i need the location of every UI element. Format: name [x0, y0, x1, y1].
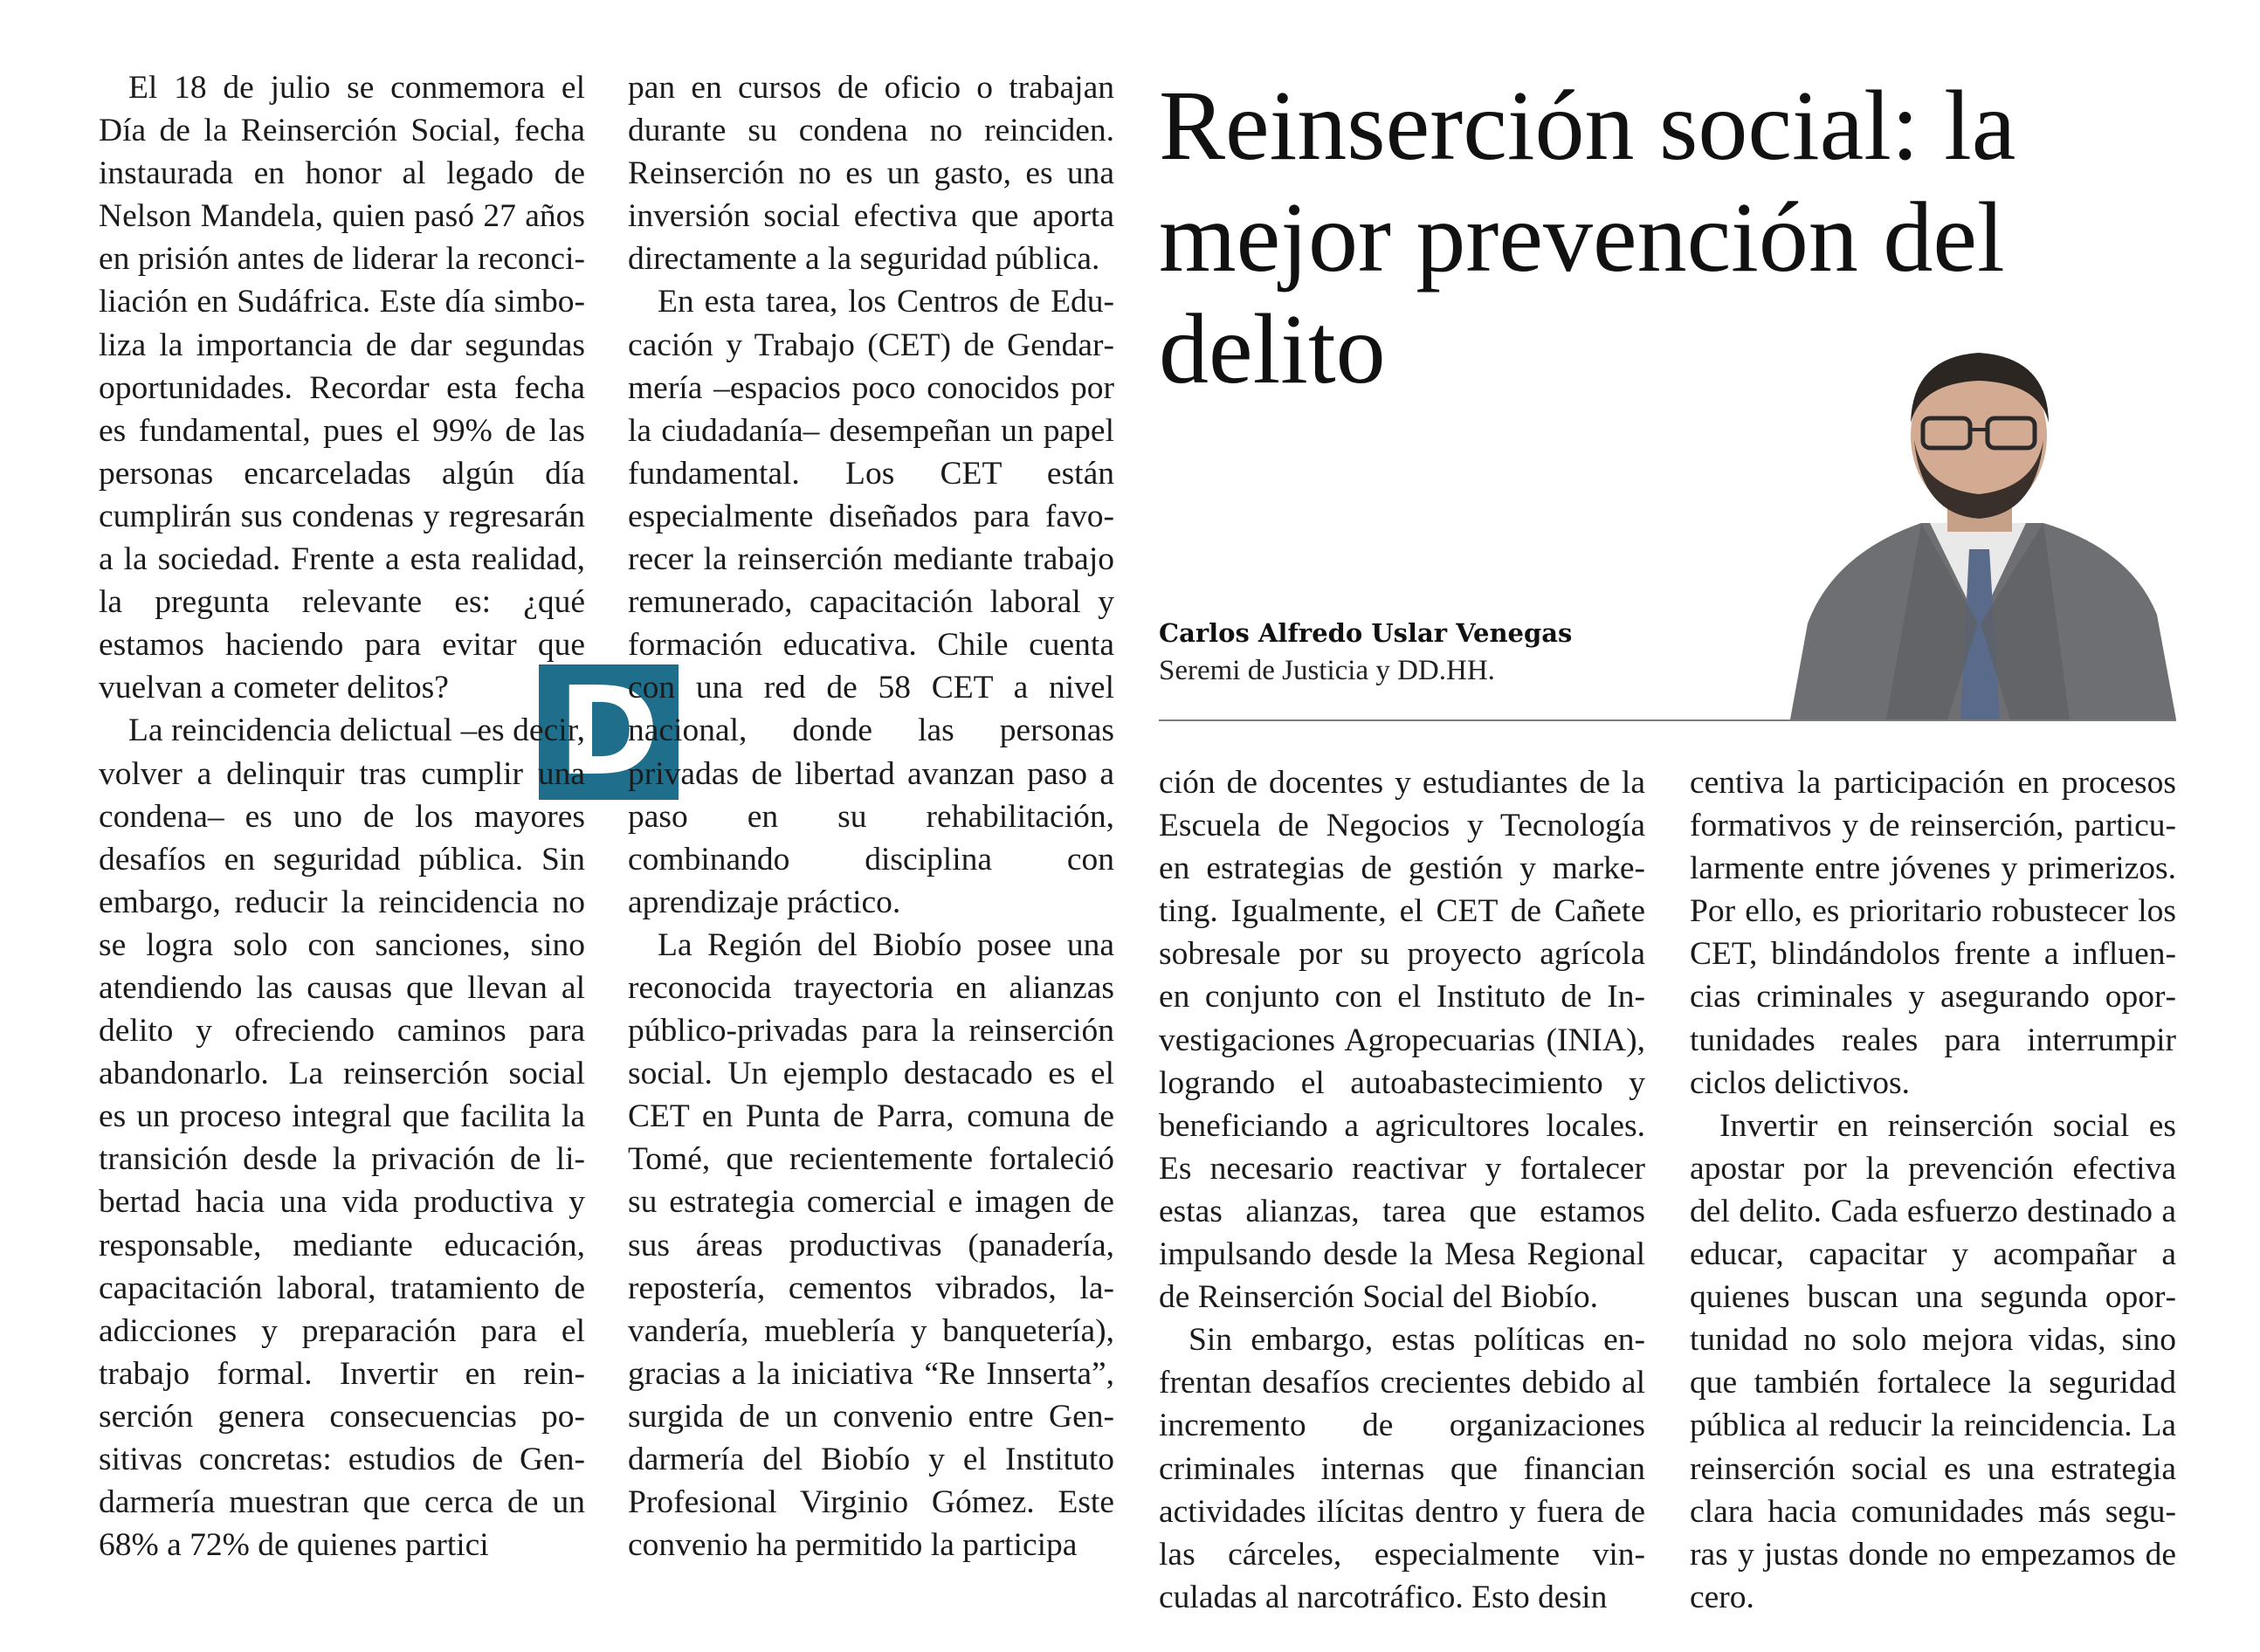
article-column-4 — [1690, 761, 2176, 1619]
paragraph: Invertir en reinserción social es apostar por la prevención efectiva del delito. Cada esfuerzo destinado a educar, capacitar y acompañar a quienes buscan una segunda oportunidad no solo mejora vidas, sino que también fortalece la seguridad pública al reducir la reincidencia. La reinserción social es una estrategia clara hacia comunidades más seguras y justas donde no empezamos de cero. — [1690, 1107, 2176, 1615]
article-headline: Reinserción social: la mejor prevención del delito — [1159, 70, 2016, 404]
header-divider — [1159, 719, 2176, 721]
paragraph: ción de docentes y estudiantes de la Escuela de Negocios y Tecnología en estrategias de gestión y marketing. Igualmente, el CET de Cañete sobresale por su proyecto agrícola en conjunto con el Instituto de Investigaciones Agropecuarias (INIA), logrando el autoabastecimiento y beneficiando a agricultores locales. Es necesario reactivar y fortalecer estas alianzas, tarea que estamos impulsando desde la Mesa Regional de Reinserción Social del Biobío. — [1159, 765, 1645, 1316]
paragraph: centiva la participación en procesos formativos y de reinserción, particularmente entre jóvenes y primerizos. Por ello, es prioritario robustecer los CET, blindándolos frente a influencias criminales y asegurando oportunidades reales para interrumpir ciclos delictivos. — [1690, 765, 2176, 1101]
paragraph: La reincidencia delictual –es decir, volver a delinquir tras cumplir una condena– es uno de los mayores desafíos en seguridad pública. Sin embargo, reducir la reincidencia no se logra solo con sanciones, sino atendiendo las causas que llevan al delito y ofreciendo caminos para abandonarlo. La reinserción social es un proceso integral que facilita la transición desde la privación de libertad hacia una vida productiva y responsable, mediante educación, capacitación laboral, tratamiento de adicciones y preparación para el trabajo formal. Invertir en reinserción genera consecuencias positivas concretas: estudios de Gendarmería muestran que cerca de un 68% a 72% de quienes partici — [99, 712, 585, 1564]
paragraph: pan en cursos de oficio o trabajan durante su condena no reinciden. Reinserción no es un gasto, es una inversión social efectiva que aporta directamente a la seguridad pública. — [628, 70, 1114, 278]
article-column-2 — [628, 66, 1114, 1566]
author-role: Seremi de Justicia y DD.HH. — [1159, 655, 1495, 686]
author-photo — [1781, 335, 2176, 719]
author-name: Carlos Alfredo Uslar Venegas — [1159, 618, 1573, 648]
paragraph: Sin embargo, estas políticas enfrentan desafíos crecientes debido al incremento de organizaciones criminales internas que financian actividades ilícitas dentro y fuera de las cárceles, especialmente vinculadas al narcotráfico. Esto desin — [1159, 1322, 1645, 1615]
article-column-1 — [99, 66, 585, 1566]
paragraph: El 18 de julio se conmemora el Día de la Reinserción Social, fecha instaurada en honor al legado de Nelson Mandela, quien pasó 27 años en prisión antes de liderar la reconciliación en Sudáfrica. Este día simboliza la importancia de dar segundas oportunidades. Recordar esta fecha es fundamental, pues el 99% de las personas encarceladas algún día cumplirán sus condenas y regresarán a la sociedad. Frente a esta realidad, la pregunta relevante es: ¿qué estamos haciendo para evitar que vuelvan a cometer delitos? — [99, 70, 585, 706]
paragraph: En esta tarea, los Centros de Educación y Trabajo (CET) de Gendarmería –espacios poco conocidos por la ciudadanía– desempeñan un papel fundamental. Los CET están especialmente diseñados para favorecer la reinserción mediante trabajo remunerado, capacitación laboral y formación educativa. Chile cuenta con una red de 58 CET a nivel nacional, donde las personas privadas de libertad avanzan paso a paso en su rehabilitación, combinando disciplina con aprendizaje práctico. — [628, 284, 1114, 920]
article-column-3 — [1159, 761, 1645, 1619]
drop-cap: D — [539, 664, 679, 800]
paragraph: La Región del Biobío posee una reconocida trayectoria en alianzas público-privadas para la reinserción social. Un ejemplo destacado es el CET en Punta de Parra, comuna de Tomé, que recientemente fortaleció su estrategia comercial e imagen de sus áreas productivas (panadería, repostería, cementos vibrados, lavandería, mueblería y banquetería), gracias a la iniciativa “Re Innserta”, surgida de un convenio entre Gendarmería del Biobío y el Instituto Profesional Virginio Gómez. Este convenio ha permitido la participa — [628, 926, 1114, 1564]
